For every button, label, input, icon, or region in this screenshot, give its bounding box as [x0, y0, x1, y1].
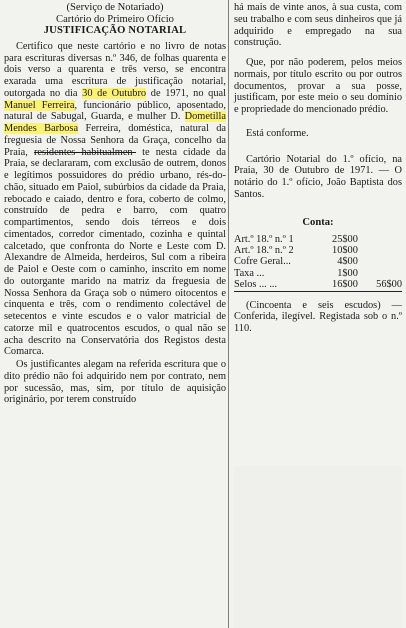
fee-amount: 25$00 — [332, 233, 358, 245]
left-column — [4, 2, 226, 406]
fee-total — [358, 234, 402, 245]
conforme-line: Está conforme. — [246, 127, 309, 139]
fee-label: Art.º 18.º n.º 1 — [234, 233, 294, 245]
fee-row — [234, 245, 402, 256]
highlighted-name-husband: Manuel Ferreira — [4, 99, 75, 111]
allegation-paragraph: Os justificantes alegam na referida escritura que o dito prédio não foi adquirido nem por contrato, nem por sucessão, mas, sim, por título de aquisição originário, por terem construído — [4, 359, 226, 406]
fee-label: Art.º 18.º n.º 2 — [234, 244, 294, 256]
fee-row — [234, 234, 402, 245]
fee-row — [234, 268, 402, 279]
right-column — [234, 2, 402, 335]
fee-amount: 16$00 — [332, 279, 358, 291]
fee-total — [358, 268, 402, 279]
notary-certification: Cartório Notarial do 1.º ofício, na Praia, 30 de Outubro de 1971. — O notário do 1.º ofício, João Baptista dos Santos. — [234, 153, 402, 200]
fee-total — [358, 256, 402, 267]
text-run: te nesta cidade da Praia, se declararam, com exclusão de outrem, donos e legítimos possuidores do prédio urbano, rés-do-chão, situado em Paiol, subúrbios da cidade da Praia, rebocado e caiado, dentro e fora, coberto de colmo, construído de pedra e barro, com quatro compartimentos, sendo dois térreos e dois cimentados, corredor cimentado, cozinha e quintal calcetado, que confronta do Norte e Leste com D. Alexandre de Almeida, herdeiros, Sul com a ribeira de Paiol e Oeste com o caminho, inscrito em nome do outorgante marido na matriz da freguesia de Nossa Senhora da Graça sob o número oitocentos e cinquenta e três, com o rendimento colectável de setecentos e vinte escudos e o valor matricial de catorze mil e quatrocentos escudos, o qual não se acha descrito na Conservatória dos Registos desta Comarca. — [4, 146, 226, 358]
fee-amount: 1$00 — [337, 267, 358, 279]
account-heading: Conta: — [302, 216, 334, 228]
fee-total — [358, 245, 402, 256]
fee-label: Selos ... ... — [234, 279, 278, 291]
column-divider — [228, 0, 229, 628]
struck-text: residentes habitualmen- — [33, 146, 137, 158]
fee-label: Taxa ... — [234, 267, 265, 279]
notice-title: JUSTIFICAÇÃO NOTARIAL — [43, 25, 187, 37]
highlighted-date: 30 de Outubro — [82, 87, 147, 99]
text-run: Certifico que neste cartório e no livro de notas para escrituras diversas n.º 346, de folhas quarenta e dois verso a quarenta e três verso, se encontra exarada uma escritura de justificação notarial, outorgada no dia — [4, 40, 226, 99]
text-run: , funcionário público, aposentado, natural de Sabugal, Guarda, e mulher D. — [4, 99, 226, 123]
continuation-paragraph: há mais de vinte anos, à sua custa, com seu trabalho e com seus dinheiros que já adquirido e empregado na sua construção. — [234, 2, 402, 49]
fees-table — [234, 234, 402, 292]
text-run: Ferreira, doméstica, natural da freguesia de Nossa Senhora da Graça, concelho da Praia, — [4, 123, 227, 158]
justification-paragraph: Que, por não poderem, pelos meios normais, por título escrito ou por outros documentos, provar a sua posse, justificam, por este meio o seu domínio e propriedade do mencionado prédio. — [234, 57, 402, 115]
blank-area — [234, 466, 402, 628]
service-heading: (Serviço de Notariado) — [66, 2, 164, 13]
highlighted-name-wife: Dometilla Mendes Barbosa — [4, 111, 226, 135]
fee-amount: 10$00 — [332, 244, 358, 256]
fee-label: Cofre Geral... — [234, 256, 291, 268]
fee-row — [234, 279, 402, 291]
fee-total: 56$00 — [376, 279, 402, 291]
certification-paragraph — [4, 41, 226, 358]
text-run: de 1971, no qual — [146, 87, 226, 99]
closing-paragraph: (Cincoenta e seis escudos) — Conferida, ilegível. Registada sob o n.º 110. — [234, 299, 402, 335]
fee-amount: 4$00 — [337, 256, 358, 268]
office-heading: Cartório do Primeiro Ofício — [56, 13, 174, 25]
fee-row — [234, 256, 402, 267]
